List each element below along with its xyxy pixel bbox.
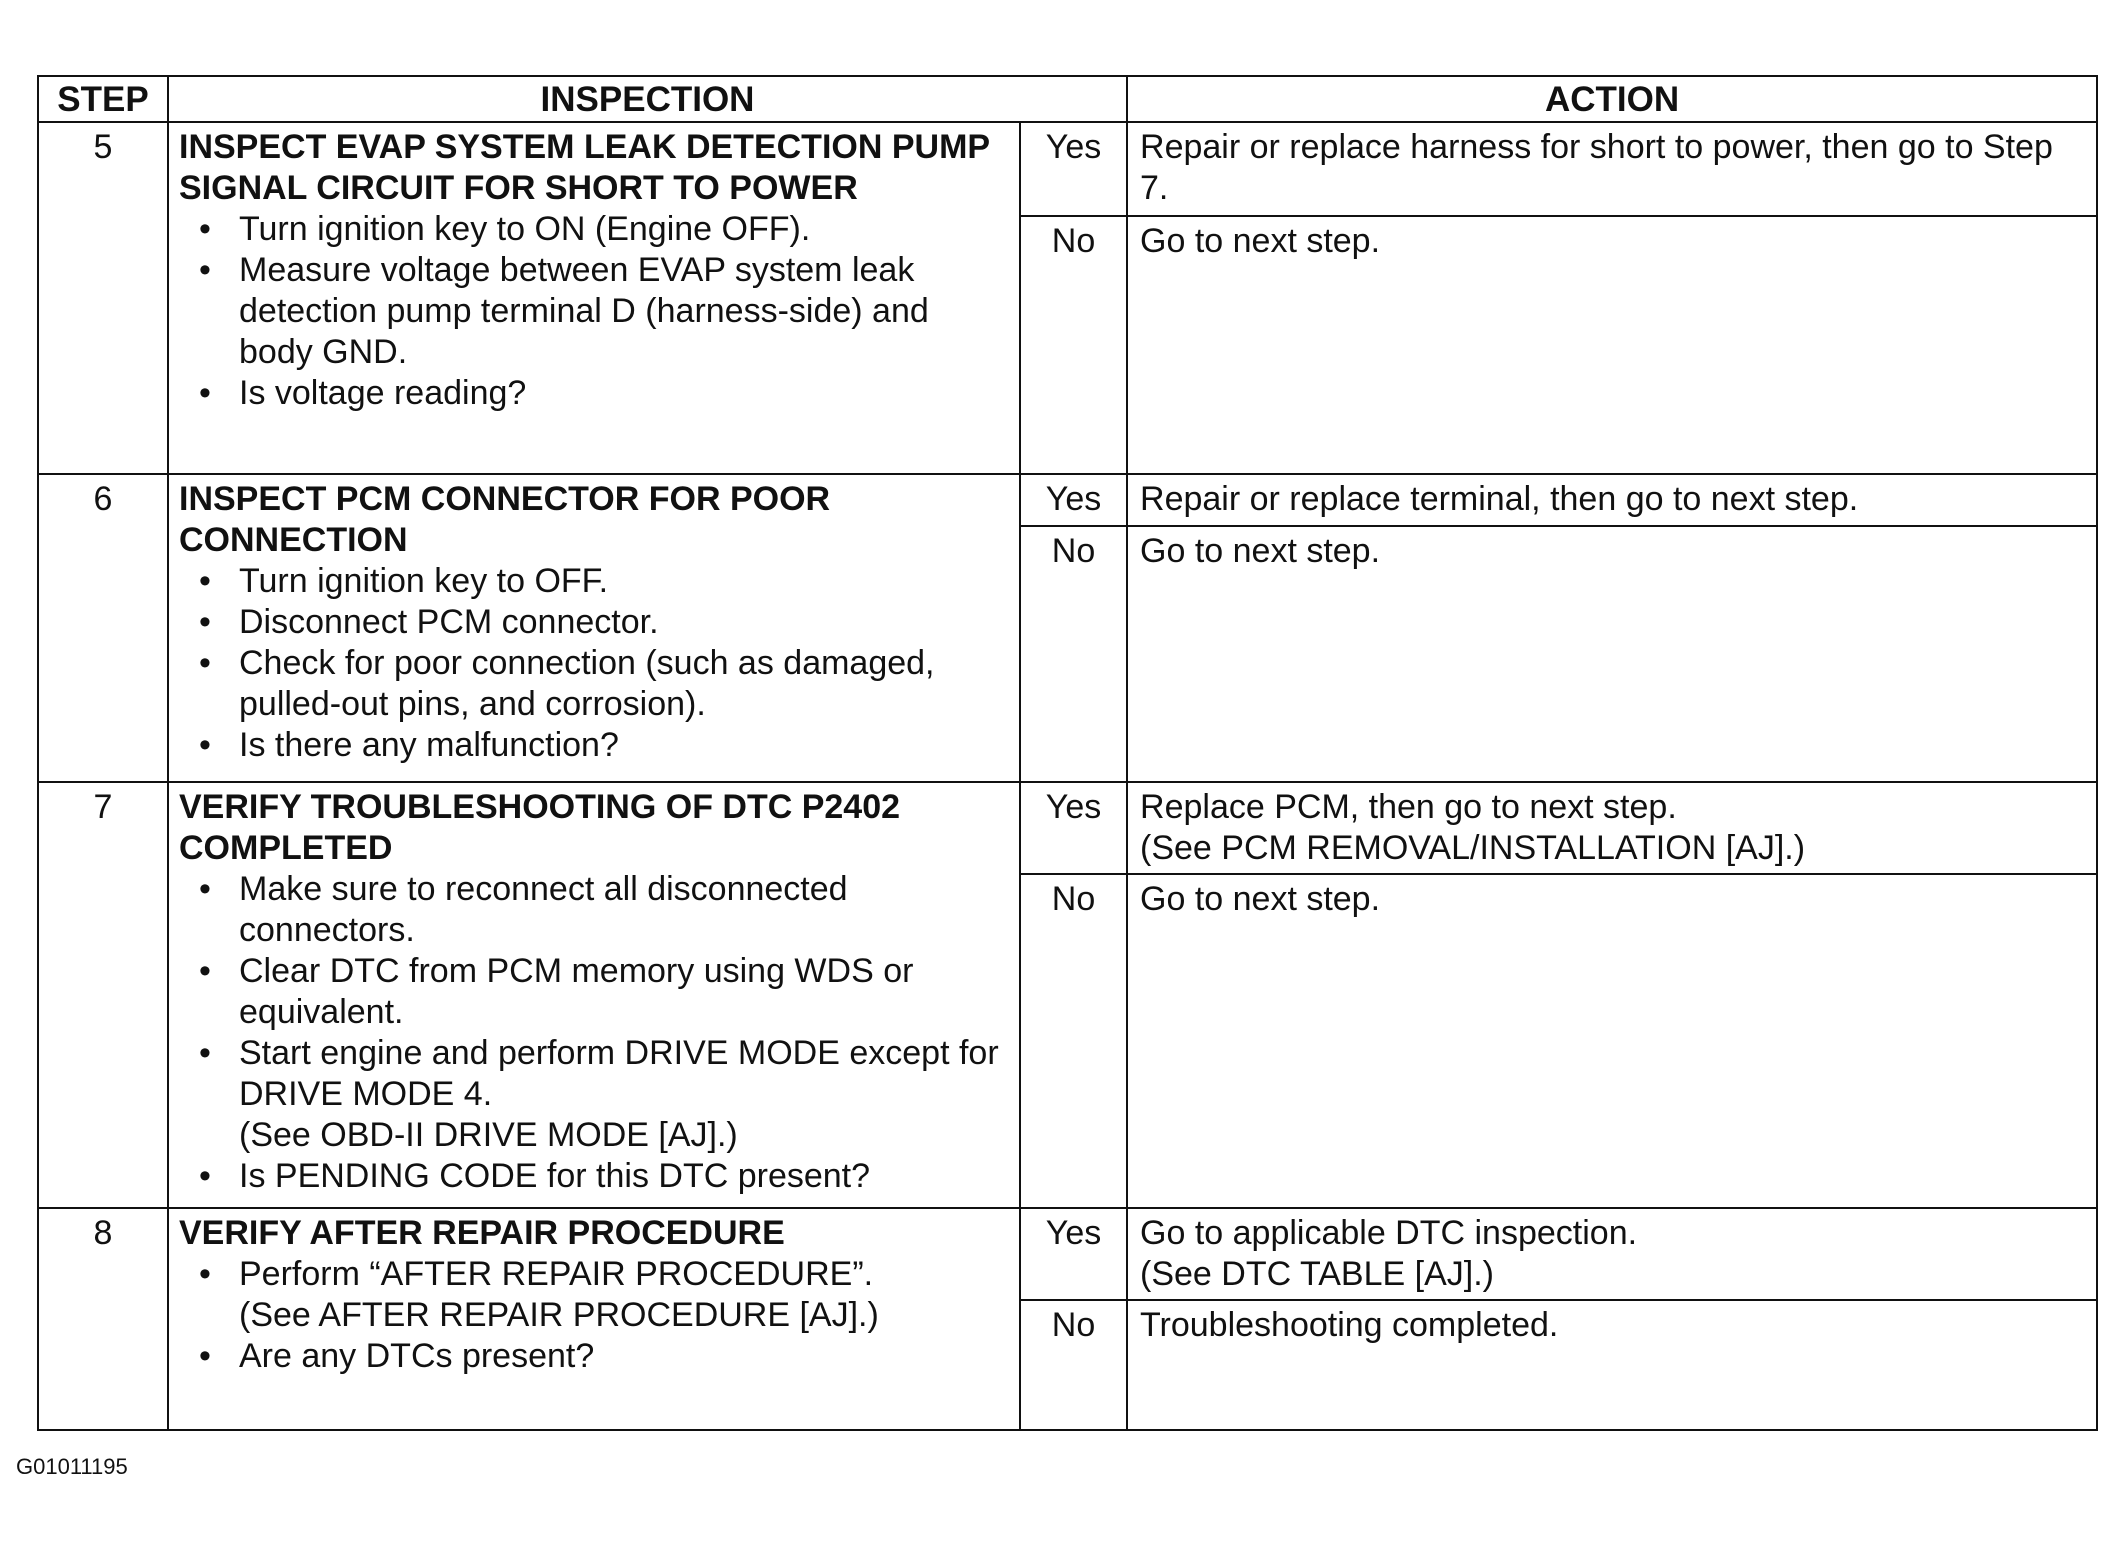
inspection-cell — [168, 122, 1020, 474]
inspection-step-item: • Measure voltage between EVAP system leak detection pump terminal D (harness-side) and body GND. — [239, 250, 1009, 373]
yes-action — [1127, 122, 2097, 216]
inspection-step-item: • Perform “AFTER REPAIR PROCEDURE”. (See AFTER REPAIR PROCEDURE [AJ].) — [239, 1254, 1009, 1336]
yes-action — [1127, 782, 2097, 874]
inspection-steps — [179, 209, 1009, 414]
inspection-title: VERIFY TROUBLESHOOTING OF DTC P2402 COMPLETED — [179, 788, 901, 867]
table-body — [38, 122, 2097, 1430]
inspection-steps — [179, 1254, 1009, 1377]
inspection-step-item: • Is voltage reading? — [239, 373, 1009, 414]
no-action — [1127, 874, 2097, 1208]
action-line: Repair or replace harness for short to power, then go to Step 7. — [1140, 128, 2053, 207]
inspection-step-item: • Turn ignition key to ON (Engine OFF). — [239, 209, 1009, 250]
yes-action — [1127, 474, 2097, 526]
action-line: (See DTC TABLE [AJ].) — [1140, 1255, 1494, 1293]
yes-label: Yes — [1020, 782, 1127, 874]
action-line: Go to next step. — [1140, 880, 1381, 918]
no-label: No — [1020, 1300, 1127, 1430]
no-label: No — [1020, 526, 1127, 782]
action-line: Repair or replace terminal, then go to next step. — [1140, 480, 1859, 518]
no-label: No — [1020, 874, 1127, 1208]
no-action — [1127, 1300, 2097, 1430]
action-line: Go to applicable DTC inspection. — [1140, 1214, 1638, 1252]
inspection-cell — [168, 1208, 1020, 1430]
inspection-title: INSPECT PCM CONNECTOR FOR POOR CONNECTION — [179, 480, 831, 559]
inspection-steps — [179, 869, 1009, 1197]
action-line: (See PCM REMOVAL/INSTALLATION [AJ].) — [1140, 829, 1806, 867]
step-number: 8 — [38, 1208, 168, 1430]
inspection-title: VERIFY AFTER REPAIR PROCEDURE — [179, 1214, 785, 1252]
header-inspection: INSPECTION — [168, 76, 1127, 122]
troubleshooting-table — [37, 75, 2098, 1431]
yes-label: Yes — [1020, 122, 1127, 216]
step-number: 7 — [38, 782, 168, 1208]
figure-id: G01011195 — [16, 1454, 128, 1479]
table-row — [38, 122, 2097, 216]
inspection-step-item: • Turn ignition key to OFF. — [239, 561, 1009, 602]
table-row — [38, 782, 2097, 874]
yes-label: Yes — [1020, 474, 1127, 526]
inspection-step-item: • Is PENDING CODE for this DTC present? — [239, 1156, 1009, 1197]
action-line: Troubleshooting completed. — [1140, 1306, 1559, 1344]
action-line: Go to next step. — [1140, 532, 1381, 570]
no-label: No — [1020, 216, 1127, 474]
header-action: ACTION — [1127, 76, 2097, 122]
inspection-cell — [168, 474, 1020, 782]
step-number: 5 — [38, 122, 168, 474]
inspection-title: INSPECT EVAP SYSTEM LEAK DETECTION PUMP SIGNAL CIRCUIT FOR SHORT TO POWER — [179, 128, 990, 207]
header-step: STEP — [38, 76, 168, 122]
yes-label: Yes — [1020, 1208, 1127, 1300]
inspection-steps — [179, 561, 1009, 766]
no-action — [1127, 216, 2097, 474]
action-line: Replace PCM, then go to next step. — [1140, 788, 1677, 826]
inspection-step-item: • Disconnect PCM connector. — [239, 602, 1009, 643]
inspection-step-item: • Are any DTCs present? — [239, 1336, 1009, 1377]
inspection-cell — [168, 782, 1020, 1208]
inspection-step-item: • Start engine and perform DRIVE MODE except for DRIVE MODE 4. (See OBD-II DRIVE MODE [AJ].) — [239, 1033, 1009, 1156]
yes-action — [1127, 1208, 2097, 1300]
no-action — [1127, 526, 2097, 782]
inspection-step-item: • Clear DTC from PCM memory using WDS or equivalent. — [239, 951, 1009, 1033]
table-header-row — [38, 76, 2097, 122]
inspection-step-item: • Make sure to reconnect all disconnected connectors. — [239, 869, 1009, 951]
inspection-step-item: • Is there any malfunction? — [239, 725, 1009, 766]
table-row — [38, 1208, 2097, 1300]
action-line: Go to next step. — [1140, 222, 1381, 260]
table-row — [38, 474, 2097, 526]
inspection-step-item: • Check for poor connection (such as damaged, pulled-out pins, and corrosion). — [239, 643, 1009, 725]
step-number: 6 — [38, 474, 168, 782]
